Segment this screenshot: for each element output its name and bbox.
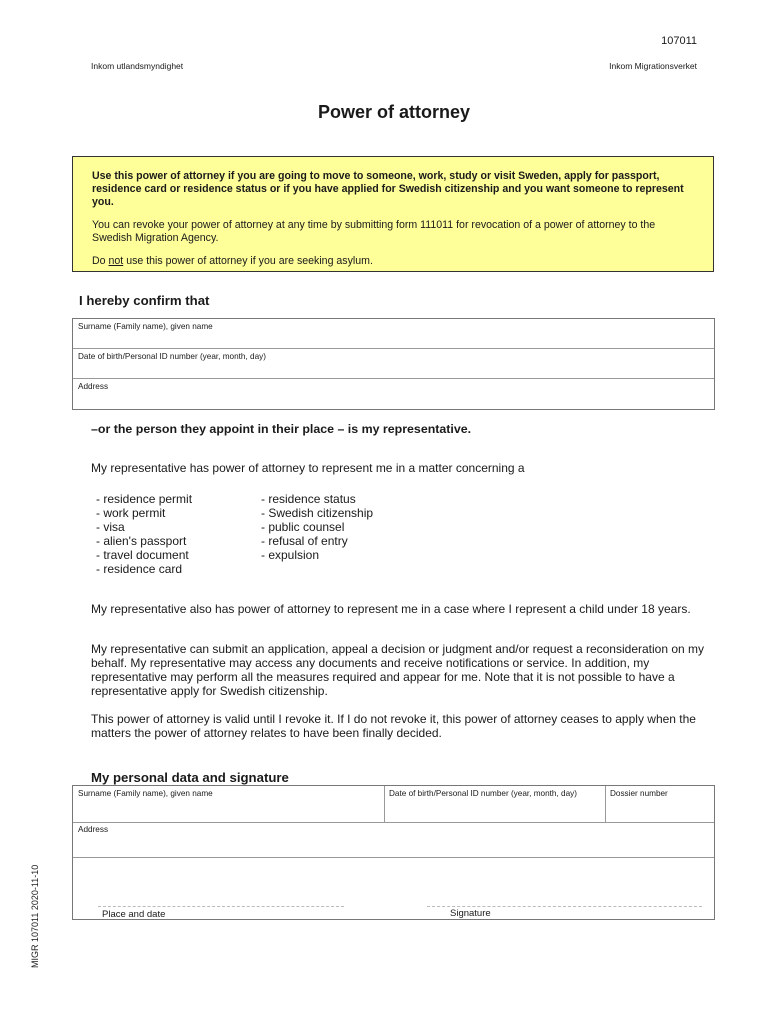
list-item: - residence card <box>96 562 183 576</box>
personal-fields-box <box>72 785 715 920</box>
personal-address-field[interactable] <box>73 822 714 858</box>
list-item: - alien's passport <box>96 534 187 548</box>
form-side-code: MIGR 107011 2020-11-10 <box>30 864 40 968</box>
list-item: - work permit <box>96 506 166 520</box>
validity-paragraph: This power of attorney is valid until I revoke it. If I do not revoke it, this power of attorney ceases to apply when the matters the power of attorney relates to have been finally decided. <box>91 712 696 740</box>
asylum-prefix: Do <box>92 255 106 267</box>
dossier-label: Dossier number <box>610 789 668 798</box>
header-left-label: Inkom utlandsmyndighet <box>91 61 184 71</box>
page-title: Power of attorney <box>317 102 471 122</box>
asylum-suffix: use this power of attorney if you are seeking asylum. <box>126 255 373 267</box>
list-item: - refusal of entry <box>261 534 348 548</box>
representative-heading: –or the person they appoint in their place – is my representative. <box>91 422 472 436</box>
list-item: - residence permit <box>96 492 193 506</box>
confirm-address-label: Address <box>78 382 109 391</box>
confirm-dob-label: Date of birth/Personal ID number (year, month, day) <box>78 352 266 361</box>
confirm-dob-field[interactable] <box>73 349 714 379</box>
confirm-heading: I hereby confirm that <box>79 293 210 308</box>
matter-list-right <box>261 492 373 562</box>
list-item: - Swedish citizenship <box>261 506 374 520</box>
list-item: - expulsion <box>261 548 320 562</box>
header-right-label: Inkom Migrationsverket <box>609 61 697 71</box>
place-date-line[interactable] <box>98 906 344 907</box>
notice-bold-text: Use this power of attorney if you are going to move to someone, work, study or visit Sweden, apply for passport, residence card or residence status or if you have applied for Swedish citizenship and you want someone to represent you. <box>92 170 684 208</box>
form-number: 107011 <box>661 35 697 47</box>
asylum-not: not <box>108 255 124 267</box>
personal-dob-label: Date of birth/Personal ID number (year, month, day) <box>389 789 577 798</box>
confirm-address-field[interactable] <box>73 379 714 409</box>
personal-name-label: Surname (Family name), given name <box>78 789 213 798</box>
list-item: - travel document <box>96 548 189 562</box>
personal-heading: My personal data and signature <box>91 770 289 785</box>
divider <box>605 786 606 822</box>
personal-row-1 <box>73 786 714 823</box>
notice-box <box>72 156 714 272</box>
personal-address-label: Address <box>78 825 109 834</box>
list-item: - visa <box>96 520 125 534</box>
representative-intro: My representative has power of attorney to represent me in a matter concerning a <box>91 461 525 475</box>
matter-list-left <box>96 492 192 576</box>
signature-label: Signature <box>450 908 491 919</box>
confirm-name-field[interactable] <box>73 319 714 349</box>
confirm-fields-box <box>72 318 715 410</box>
child-paragraph: My representative also has power of attorney to represent me in a case where I represent a child under 18 years. <box>91 602 691 616</box>
signature-line[interactable] <box>427 906 702 907</box>
notice-revoke-text: You can revoke your power of attorney at any time by submitting form 111011 for revocation of a power of attorney to the Swedish Migration Agency. <box>92 219 656 244</box>
confirm-name-label: Surname (Family name), given name <box>78 322 213 331</box>
list-item: - public counsel <box>261 520 345 534</box>
powers-paragraph: My representative can submit an application, appeal a decision or judgment and/or request a reconsideration on my behalf. My representative may access any documents and receive notifications or service. In addition, my representative may perform all the measures required and appear for me. Note that it is not possible to have a representative apply for Swedish citizenship. <box>91 642 705 698</box>
list-item: - residence status <box>261 492 356 506</box>
place-date-label: Place and date <box>102 909 166 920</box>
divider <box>384 786 385 822</box>
notice-asylum-line <box>92 255 695 268</box>
